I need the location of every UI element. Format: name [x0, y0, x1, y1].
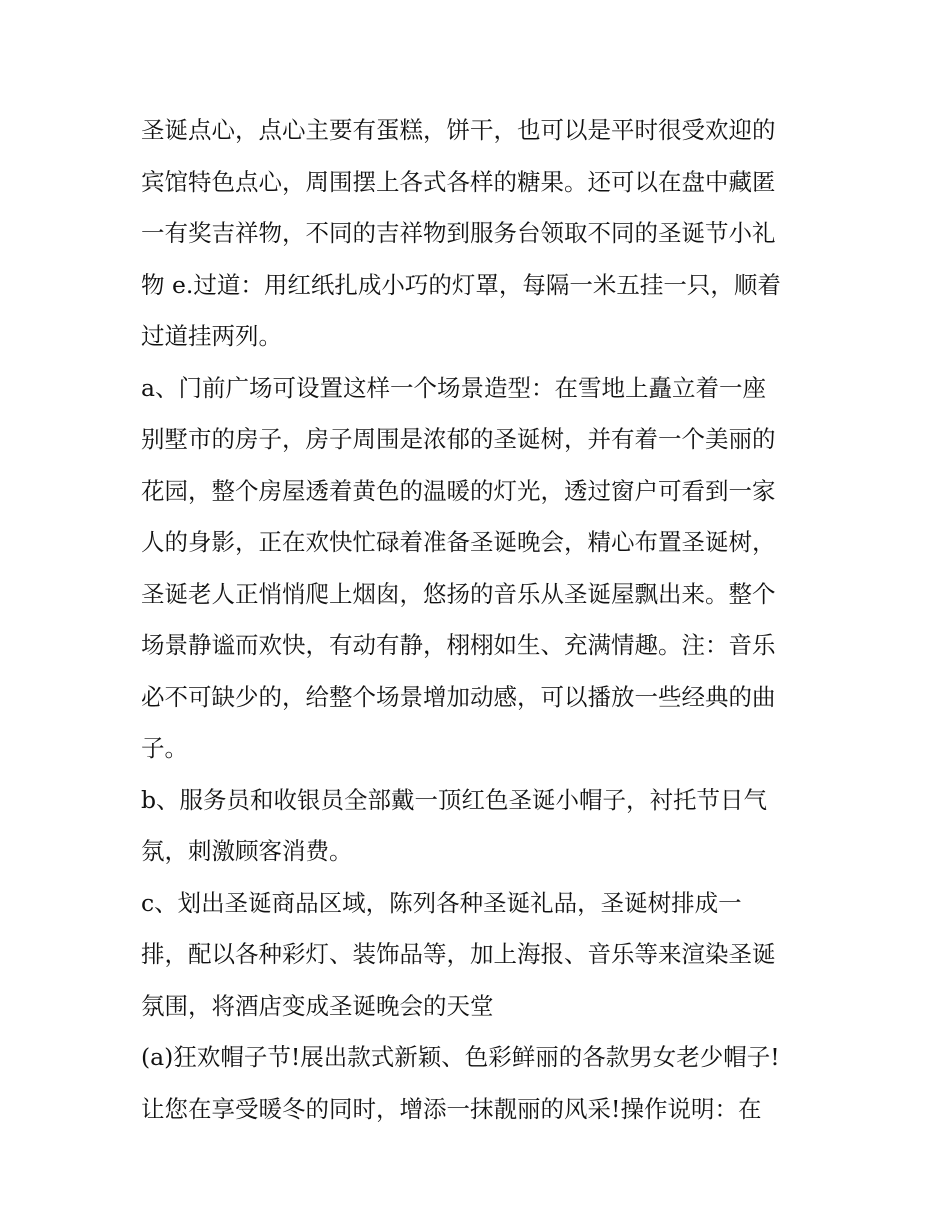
text-line: 让您在享受暖冬的同时，增添一抹靓丽的风采!操作说明：在 [141, 1094, 762, 1123]
text-line: 场景静谧而欢快，有动有静，栩栩如生、充满情趣。注：音乐 [141, 631, 776, 659]
text-line: 圣诞点心，点心主要有蛋糕，饼干，也可以是平时很受欢迎的 [141, 116, 776, 144]
paragraph-b-staff-hats [141, 778, 821, 881]
text-line: b、服务员和收银员全部戴一顶红色圣诞小帽子，衬托节日气 [141, 785, 768, 814]
text-line: 别墅市的房子，房子周围是浓郁的圣诞树，并有着一个美丽的 [141, 425, 776, 453]
paragraph-hat-festival [141, 1035, 821, 1138]
text-line: 人的身影，正在欢快忙碌着准备圣诞晚会，精心布置圣诞树， [141, 528, 776, 556]
text-line: 圣诞老人正悄悄爬上烟囱，悠扬的音乐从圣诞屋飘出来。整个 [141, 579, 776, 608]
document-body [141, 108, 821, 1138]
text-line: 氛，刺激顾客消费。 [141, 837, 353, 865]
text-line: 必不可缺少的，给整个场景增加动感，可以播放一些经典的曲 [141, 682, 776, 711]
text-line: 一有奖吉祥物，不同的吉祥物到服务台领取不同的圣诞节小礼 [141, 219, 776, 247]
paragraph-dessert-and-aisle [141, 108, 821, 366]
paragraph-c-merchandise-area [141, 881, 821, 1036]
text-line: 子。 [141, 734, 188, 762]
paragraph-a-plaza-scene [141, 366, 821, 778]
text-line: c、划出圣诞商品区域，陈列各种圣诞礼品，圣诞树排成一 [141, 888, 742, 917]
text-line: 花园，整个房屋透着黄色的温暖的灯光，透过窗户可看到一家 [141, 476, 776, 505]
text-line: 过道挂两列。 [141, 322, 282, 350]
text-line: 氛围，将酒店变成圣诞晚会的天堂 [141, 991, 494, 1020]
text-line: 宾馆特色点心，周围摆上各式各样的糖果。还可以在盘中藏匿 [141, 167, 776, 196]
text-line: a、门前广场可设置这样一个场景造型：在雪地上矗立着一座 [141, 373, 767, 402]
text-line: 排，配以各种彩灯、装饰品等，加上海报、音乐等来渲染圣诞 [141, 940, 776, 968]
text-line: 物 e.过道：用红纸扎成小巧的灯罩，每隔一米五挂一只，顺着 [141, 270, 781, 299]
text-line: (a)狂欢帽子节!展出款式新颖、色彩鲜丽的各款男女老少帽子! [141, 1043, 780, 1071]
